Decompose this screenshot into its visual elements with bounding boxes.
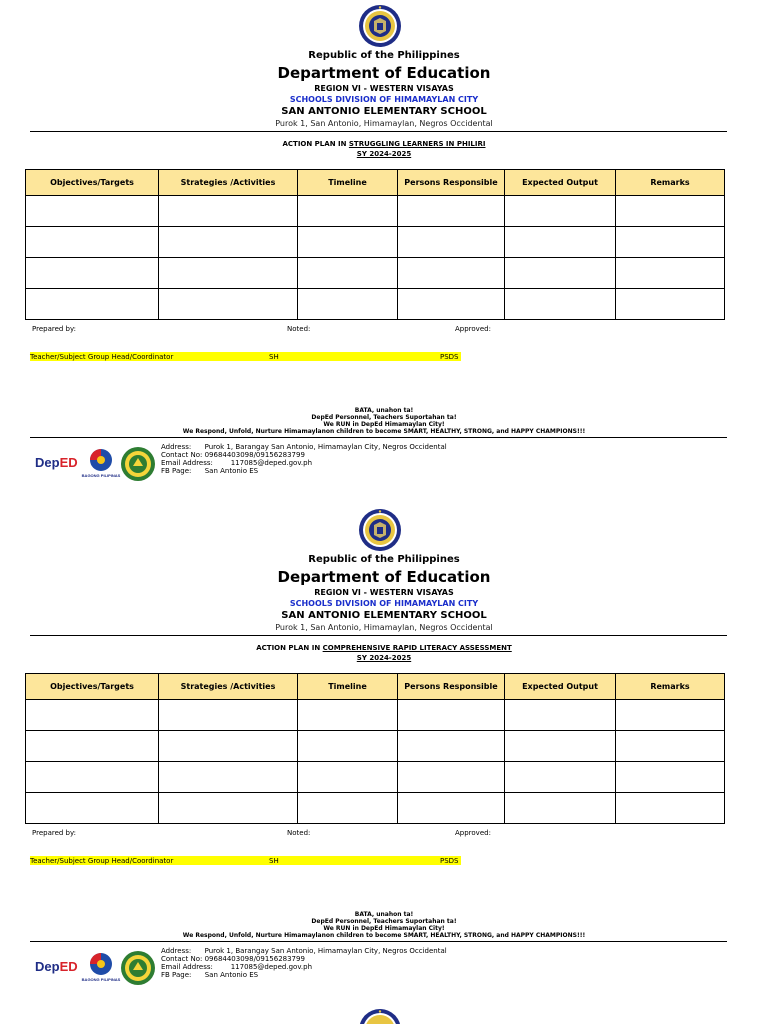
plan-title	[0, 644, 768, 652]
col-timeline: Timeline	[298, 170, 398, 196]
department-title: Department of Education	[277, 568, 491, 586]
svg-text:BAGONG PILIPINAS: BAGONG PILIPINAS	[81, 977, 121, 982]
deped-logo-icon	[34, 452, 76, 472]
table-cell[interactable]	[26, 196, 159, 227]
table-cell[interactable]	[616, 762, 725, 793]
role-psds: PSDS	[440, 857, 459, 865]
table-row	[26, 793, 725, 824]
table-cell[interactable]	[616, 196, 725, 227]
footer-contact-value: 09684403098/09156283799	[204, 955, 305, 963]
school-name: SAN ANTONIO ELEMENTARY SCHOOL	[281, 610, 487, 621]
prepared-by-label: Prepared by:	[32, 829, 76, 837]
table-cell[interactable]	[26, 258, 159, 289]
table-cell[interactable]	[159, 762, 298, 793]
col-remarks: Remarks	[616, 170, 725, 196]
action-plan-table	[25, 169, 725, 320]
table-cell[interactable]	[505, 289, 616, 320]
deped-seal-icon	[358, 4, 402, 48]
footer-email-value: 117085@deped.gov.ph	[230, 963, 313, 971]
republic-title: Republic of the Philippines	[308, 554, 460, 565]
table-cell[interactable]	[159, 731, 298, 762]
table-cell[interactable]	[159, 227, 298, 258]
footer-address-value: Purok 1, Barangay San Antonio, Himamaylan City, Negros Occidental	[204, 443, 447, 451]
motto-line-4: We Respond, Unfold, Nurture Himamaylanon children to become SMART, HEALTHY, STRONG, and HAPPY CHAMPIONS!!!	[182, 428, 586, 435]
table-cell[interactable]	[505, 227, 616, 258]
table-row	[26, 196, 725, 227]
table-cell[interactable]	[159, 196, 298, 227]
table-cell[interactable]	[398, 196, 505, 227]
role-psds: PSDS	[440, 353, 459, 361]
division-title: SCHOOLS DIVISION OF HIMAMAYLAN CITY	[289, 599, 479, 608]
table-cell[interactable]	[298, 793, 398, 824]
table-header-row	[26, 674, 725, 700]
plan-title-prefix: ACTION PLAN IN	[256, 644, 323, 652]
school-name: SAN ANTONIO ELEMENTARY SCHOOL	[281, 106, 487, 117]
role-teacher: Teacher/Subject Group Head/Coordinator	[30, 353, 174, 361]
bagong-pilipinas-logo-icon	[81, 951, 121, 983]
svg-text:BAGONG PILIPINAS: BAGONG PILIPINAS	[81, 473, 121, 478]
table-cell[interactable]	[505, 731, 616, 762]
table-cell[interactable]	[616, 793, 725, 824]
table-cell[interactable]	[298, 762, 398, 793]
footer-contact-label: Contact No:	[161, 451, 203, 459]
table-cell[interactable]	[26, 289, 159, 320]
table-row	[26, 289, 725, 320]
region-title: REGION VI - WESTERN VISAYAS	[314, 84, 454, 93]
svg-text:DepED: DepED	[35, 959, 78, 974]
table-row	[26, 700, 725, 731]
table-cell[interactable]	[298, 289, 398, 320]
table-cell[interactable]	[159, 289, 298, 320]
footer-divider	[30, 941, 727, 942]
col-objectives: Objectives/Targets	[26, 170, 159, 196]
motto-line-3: We RUN in DepEd Himamaylan City!	[323, 925, 445, 932]
bagong-pilipinas-logo-icon	[81, 447, 121, 479]
header-divider	[30, 635, 727, 636]
region-title: REGION VI - WESTERN VISAYAS	[314, 588, 454, 597]
plan-subject: STRUGGLING LEARNERS IN PHILIRI	[348, 140, 486, 148]
approved-label: Approved:	[455, 325, 491, 333]
table-cell[interactable]	[398, 762, 505, 793]
footer-fb-value: San Antonio ES	[204, 971, 259, 979]
table-cell[interactable]	[505, 196, 616, 227]
col-timeline: Timeline	[298, 674, 398, 700]
school-year: SY 2024-2025	[356, 654, 412, 662]
motto-line-3: We RUN in DepEd Himamaylan City!	[323, 421, 445, 428]
motto-line-1: BATA, unahon ta!	[354, 407, 414, 414]
footer-contact-value: 09684403098/09156283799	[204, 451, 305, 459]
school-address: Purok 1, San Antonio, Himamaylan, Negros Occidental	[275, 119, 493, 128]
footer-email-label: Email Address:	[161, 459, 213, 467]
motto-line-2: DepEd Personnel, Teachers Suportahan ta!	[311, 918, 457, 925]
footer-fb-label: FB Page:	[161, 971, 192, 979]
role-sh: SH	[269, 353, 279, 361]
motto-line-4: We Respond, Unfold, Nurture Himamaylanon children to become SMART, HEALTHY, STRONG, and HAPPY CHAMPIONS!!!	[182, 932, 586, 939]
footer-address-label: Address:	[161, 947, 192, 955]
motto-line-1: BATA, unahon ta!	[354, 911, 414, 918]
school-address: Purok 1, San Antonio, Himamaylan, Negros Occidental	[275, 623, 493, 632]
table-cell[interactable]	[159, 258, 298, 289]
table-row	[26, 762, 725, 793]
table-cell[interactable]	[616, 700, 725, 731]
motto-line-2: DepEd Personnel, Teachers Suportahan ta!	[311, 414, 457, 421]
footer-email-value: 117085@deped.gov.ph	[230, 459, 313, 467]
prepared-by-label: Prepared by:	[32, 325, 76, 333]
table-cell[interactable]	[26, 762, 159, 793]
plan-title	[0, 140, 768, 148]
school-logo-icon	[120, 446, 156, 482]
table-cell[interactable]	[616, 258, 725, 289]
school-year: SY 2024-2025	[356, 150, 412, 158]
approved-label: Approved:	[455, 829, 491, 837]
col-strategies: Strategies /Activities	[159, 674, 298, 700]
table-header-row	[26, 170, 725, 196]
svg-text:DepED: DepED	[35, 455, 78, 470]
school-logo-icon	[120, 950, 156, 986]
col-persons: Persons Responsible	[398, 674, 505, 700]
role-teacher: Teacher/Subject Group Head/Coordinator	[30, 857, 174, 865]
action-plan-page-1	[0, 0, 768, 503]
department-title: Department of Education	[277, 64, 491, 82]
header-divider	[30, 131, 727, 132]
col-output: Expected Output	[505, 170, 616, 196]
table-cell[interactable]	[26, 700, 159, 731]
footer-address-label: Address:	[161, 443, 192, 451]
table-cell[interactable]	[26, 227, 159, 258]
col-strategies: Strategies /Activities	[159, 170, 298, 196]
table-cell[interactable]	[398, 700, 505, 731]
division-title: SCHOOLS DIVISION OF HIMAMAYLAN CITY	[289, 95, 479, 104]
table-cell[interactable]	[398, 258, 505, 289]
table-cell[interactable]	[159, 793, 298, 824]
col-output: Expected Output	[505, 674, 616, 700]
table-cell[interactable]	[616, 227, 725, 258]
table-cell[interactable]	[616, 731, 725, 762]
table-cell[interactable]	[298, 258, 398, 289]
table-cell[interactable]	[298, 227, 398, 258]
footer-divider	[30, 437, 727, 438]
footer-address-value: Purok 1, Barangay San Antonio, Himamaylan City, Negros Occidental	[204, 947, 447, 955]
table-cell[interactable]	[398, 731, 505, 762]
deped-seal-icon	[358, 508, 402, 552]
plan-title-prefix: ACTION PLAN IN	[282, 140, 349, 148]
noted-label: Noted:	[287, 325, 311, 333]
action-plan-page-2	[0, 504, 768, 1007]
table-cell[interactable]	[398, 227, 505, 258]
col-persons: Persons Responsible	[398, 170, 505, 196]
deped-seal-icon	[358, 1008, 402, 1024]
table-cell[interactable]	[298, 700, 398, 731]
action-plan-table	[25, 673, 725, 824]
table-cell[interactable]	[398, 289, 505, 320]
table-cell[interactable]	[616, 289, 725, 320]
footer-fb-value: San Antonio ES	[204, 467, 259, 475]
footer-contact-label: Contact No:	[161, 955, 203, 963]
table-cell[interactable]	[26, 731, 159, 762]
footer-fb	[161, 467, 258, 476]
noted-label: Noted:	[287, 829, 311, 837]
table-row	[26, 227, 725, 258]
table-cell[interactable]	[505, 700, 616, 731]
table-cell[interactable]	[398, 793, 505, 824]
deped-logo-icon	[34, 956, 76, 976]
footer-fb-label: FB Page:	[161, 467, 192, 475]
table-cell[interactable]	[298, 196, 398, 227]
footer-email-label: Email Address:	[161, 963, 213, 971]
republic-title: Republic of the Philippines	[308, 50, 460, 61]
table-cell[interactable]	[505, 762, 616, 793]
table-row	[26, 731, 725, 762]
table-row	[26, 258, 725, 289]
col-remarks: Remarks	[616, 674, 725, 700]
table-cell[interactable]	[505, 793, 616, 824]
table-cell[interactable]	[298, 731, 398, 762]
plan-subject: COMPREHENSIVE RAPID LITERACY ASSESSMENT	[322, 644, 512, 652]
footer-fb	[161, 971, 258, 980]
col-objectives: Objectives/Targets	[26, 674, 159, 700]
table-cell[interactable]	[159, 700, 298, 731]
table-cell[interactable]	[26, 793, 159, 824]
role-sh: SH	[269, 857, 279, 865]
table-cell[interactable]	[505, 258, 616, 289]
